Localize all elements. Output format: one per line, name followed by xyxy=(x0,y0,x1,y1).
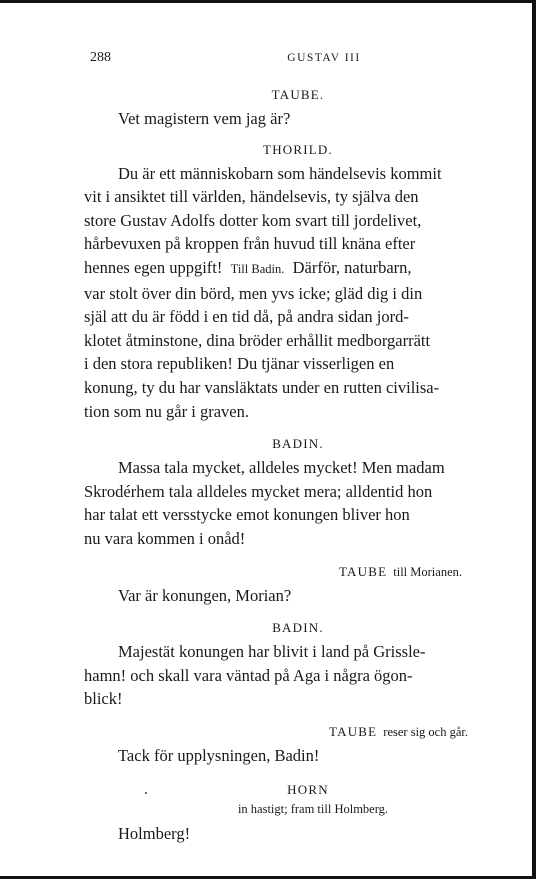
speech-line xyxy=(84,107,512,131)
speech-line xyxy=(84,822,512,846)
speech-text: Majestät konungen har blivit i land på Grissle- xyxy=(118,642,426,662)
print-speck xyxy=(145,792,147,794)
speech-text: klotet åtminstone, dina bröder erhållit medborgarrätt xyxy=(84,330,431,350)
speech-text: Du är ett människobarn som händelsevis kommit xyxy=(118,163,442,183)
speech-text: Vet magistern vem jag är? xyxy=(118,109,291,128)
speech-text: blick! xyxy=(84,689,123,709)
speech-text: hamn! och skall vara väntad på Aga i några ögon- xyxy=(84,665,413,685)
speech-text: i den stora republiken! Du tjänar visserligen en xyxy=(84,354,395,374)
speech-text: själ att du är född i en tid då, på andra sidan jord- xyxy=(84,307,409,327)
page-edge-right xyxy=(532,0,536,879)
page-number: 288 xyxy=(90,50,111,65)
speech-text: var stolt över din börd, men yvs icke; gläd dig i din xyxy=(84,283,423,303)
speech-text: tion som nu går i graven. xyxy=(84,401,249,421)
speech-paragraph xyxy=(84,162,512,424)
speaker-name: TAUBE xyxy=(338,563,388,579)
speech-text: Skrodérhem tala alldeles mycket mera; alldentid hon xyxy=(84,481,433,501)
speaker-heading: THORILD. xyxy=(263,141,333,157)
speech-text: Tack för upplysningen, Badin! xyxy=(118,745,320,765)
stage-direction: reser sig och går. xyxy=(383,724,468,739)
speech-paragraph xyxy=(84,456,512,550)
speaker-name: TAUBE xyxy=(329,723,378,739)
running-head xyxy=(84,50,512,72)
speaker-heading: BADIN. xyxy=(272,620,324,636)
speaker-heading-with-direction xyxy=(84,722,512,742)
running-title: GUSTAV III xyxy=(287,52,361,64)
speech-text: hennes egen uppgift! xyxy=(84,257,223,277)
speech-text: Holmberg! xyxy=(118,824,191,844)
stage-direction: Till Badin. xyxy=(230,261,285,276)
speech-text: nu vara kommen i onåd! xyxy=(84,528,246,548)
speech-text: store Gustav Adolfs dotter kom svart till jordelivet, xyxy=(84,210,422,230)
speaker-heading-with-direction xyxy=(84,562,512,582)
speaker-heading: TAUBE. xyxy=(271,87,325,102)
speaker-heading: HORN xyxy=(287,782,329,798)
speech-line xyxy=(84,584,512,608)
speech-text: Därför, naturbarn, xyxy=(292,257,412,277)
speech-text: vit i ansiktet till världen, händelsevis, ty själva den xyxy=(84,187,419,207)
speech-mixed-line xyxy=(84,256,512,282)
speech-line xyxy=(84,744,512,768)
page-edge-top xyxy=(0,0,536,3)
stage-direction: in hastigt; fram till Holmberg. xyxy=(237,802,389,817)
speaker-heading: BADIN. xyxy=(272,436,324,452)
speech-text: har talat ett versstycke emot konungen bliver hon xyxy=(84,505,410,525)
speech-paragraph xyxy=(84,640,512,711)
speech-text: Var är konungen, Morian? xyxy=(118,585,292,605)
stage-direction: till Morianen. xyxy=(393,564,462,579)
speech-text: hårbevuxen på kroppen från huvud till knäna efter xyxy=(84,234,416,254)
book-page xyxy=(84,50,512,854)
speech-text: Massa tala mycket, alldeles mycket! Men madam xyxy=(118,458,445,478)
speech-text: konung, ty du har vansläktats under en rutten civilisa- xyxy=(84,377,440,397)
